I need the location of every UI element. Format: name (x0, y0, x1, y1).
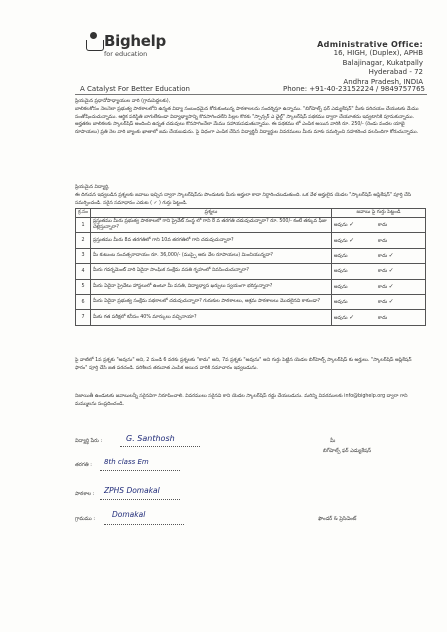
question-number: 4 (76, 264, 91, 279)
village-line (104, 524, 184, 525)
table-row (76, 233, 426, 248)
table-row (76, 279, 426, 294)
address-line: Hyderabad - 72 (368, 68, 423, 77)
signoff-organization: బిగ్‌హెల్ప్ ఫర్ ఎడ్యుకేషన్ (323, 448, 372, 454)
student-name-label: విద్యార్థి పేరు : (75, 438, 103, 444)
answer-yes-option[interactable]: అవును ✓ (333, 236, 355, 244)
class-field[interactable]: 8th class Em (104, 458, 149, 466)
header-divider (75, 94, 427, 95)
office-title: Administrative Office: (317, 40, 423, 49)
table-row (76, 294, 426, 309)
question-text: మీరు ఏదైనా ప్రభుత్వ సంక్షేమ పథకాలలో చదువుచున్నారా? గురుకుల పాఠశాలలు, ఆశ్రమ పాఠశాలలు మొదలైనవి కాకుండా? (90, 294, 331, 309)
answer-cell (331, 264, 425, 279)
col-header-answer: జవాబు పై గుర్తు పెట్టండి (331, 209, 425, 218)
answer-cell (331, 294, 425, 309)
checkmark-icon: ✓ (388, 267, 394, 275)
question-number: 6 (76, 294, 91, 309)
answer-yes-option[interactable]: అవును ✓ (333, 221, 355, 229)
student-name-field[interactable]: G. Santhosh (126, 434, 175, 443)
answer-cell (331, 233, 425, 248)
signoff-role: ఫౌండర్ & ప్రెసిడెంట్ (318, 516, 357, 522)
answer-no-option[interactable]: కాదు ✓ (377, 298, 394, 306)
school-field[interactable]: ZPHS Domakal (104, 486, 160, 495)
disclaimer-note: నిజాయితీ ఉండుటకు జవాబులన్నీ సరైనవిగా నిరూపించాలి. వివరములు సరైనవి కాని యెడల స్కాలర్‌షిప్ రద్దు చేయబడును. మరిన్ని వివరములకు info@bighelp.org ద్వారా గాని మమ్ములను సంప్రదించండి. (75, 394, 408, 407)
address-line: 16, HIGH, (Duplex), APHB (333, 49, 423, 58)
instructions-paragraph: ఈ దిగువన ఇవ్వబడిన ప్రశ్నలకు జవాబు ఇచ్చిన ద్వారా స్కాలర్‌షిప్‌ను పొందుటకు మీరు అర్హులా కాదా నిర్ధారించబడుతుంది. ఒక వేళ అర్హులైన యెడల "స్కాలర్‌షిప్ అప్లికేషన్" పూర్తి చేసి సమర్పించండి. సరైన సమాధానం ఎదుట ( ✓ ) గుర్తు పెట్టండి. (75, 193, 412, 206)
class-line (100, 470, 180, 471)
address-line: Balajinagar, Kukatpally (342, 58, 423, 67)
answer-no-option[interactable]: కాదు ✓ (377, 282, 394, 290)
question-text: ప్రస్తుతము మీరు ప్రభుత్వ పాఠశాలలో గాని ప్రైవేట్ సంస్థ లో గాని 8 వ తరగతి చదువుచున్నారా? రూ. 500/- కంటే తక్కువ ఫీజు చెల్లిస్తున్నారా? (90, 218, 331, 233)
table-row (76, 264, 426, 279)
answer-yes-option[interactable]: అవును (333, 269, 348, 275)
checkmark-icon: ✓ (388, 282, 394, 290)
table-row (76, 310, 426, 325)
question-text: మీరు ఏదైనా ప్రైవేటు హాస్టలులో ఉంటూ మీ వసతి, విద్యాభ్యాస ఖర్చులు స్వయంగా భరిస్తున్నారా? (90, 279, 331, 294)
question-number: 7 (76, 310, 91, 325)
answer-no-option[interactable]: కాదు (377, 238, 388, 244)
brand-name: Bighelp (104, 32, 166, 50)
student-salutation: ప్రియమైన విద్యార్థి, (75, 185, 110, 190)
question-text: ప్రస్తుతము మీరు 8వ తరగతిలో గాని 10వ తరగతిలో గాని చదువుచున్నారా? (90, 233, 331, 248)
question-number: 3 (76, 248, 91, 263)
checkmark-icon: ✓ (388, 251, 394, 259)
phone-number: Phone: +91-40-23152224 / 9849757765 (283, 85, 425, 93)
eligibility-note: పై వాటిలో 1వ ప్రశ్నకు "అవును" అని, 2 నుండి 6 వరకు ప్రశ్నలకు "కాదు" అని, 7వ ప్రశ్నకు "అవును" అని గుర్తు పెట్టిన యెడల బిగ్‌హెల్ప్ స్కాలర్‌షిప్ కు అర్హులు. "స్కాలర్‌షిప్ అప్లికేషన్ ఫారం" పూర్తి చేసి జత పరచండి. పరిశీలన తరువాత ఎంపిక అయిన వారికి సమాచారం ఇవ్వబడును. (75, 358, 412, 371)
answer-yes-option[interactable]: అవును ✓ (333, 313, 355, 321)
checkmark-icon: ✓ (349, 236, 355, 244)
question-text: మీరు గవర్నమెంట్ వారి ఏదైనా సాంఘిక సంక్షేమ వసతి గృహంలో నివసించుచున్నారా? (90, 264, 331, 279)
checkmark-icon: ✓ (349, 221, 355, 229)
answer-cell (331, 279, 425, 294)
greeting: ప్రియమైన ప్రధానోపాధ్యాయుల వారి (గ్రామపెద్దలకు), (75, 99, 171, 104)
checkmark-icon: ✓ (388, 298, 394, 306)
bighelp-logo-icon (86, 32, 102, 52)
address-line: Andhra Pradesh, INDIA (343, 77, 423, 86)
answer-no-option[interactable]: కాదు ✓ (377, 251, 394, 259)
intro-paragraph: బాలికలకోసం నెలనెలా ప్రభుత్వ పాఠశాలలోని ఉన్నత విద్యా సంబంధమైన కోరుకుంటున్న పాఠశాలలను సందర్శిస్తూ ఉన్నాము. "బిగ్‌హెల్ప్ ఫర్ ఎడ్యుకేషన్" మీకు పరిచయం చేయుటకు మేము సంతోషించుచున్నాము. ఆర్థిక పరిస్థితి బాగులేకుండా విద్యాభ్యాసాన్ని కొనసాగించలేని పిల్లల కొరకు "స్పాన్సర్ ఎ ఛైల్డ్" స్కాలర్‌షిప్ పథకము ద్వారా చేయూతను ఇవ్వటానికి పూనుకున్నాము. అర్హతకల బాలికలకు స్కాలర్‌షిప్ అందించి ఉన్నత చదువులు కొనసాగించేలా మేము సహాయపడుతున్నాము. ఈ పథకము లో ఎంపిక అయిన వారికి రూ. 250/- (రెండు వందల యాభై రూపాయలు) ప్రతి నెల వారి బ్యాంకు ఖాతాలో జమ చేయబడును. పై విధంగా ఎంపిక చేసిన విద్యార్థినీ విద్యార్థుల వివరములు మీరు మాకు సమర్పించి సహకరించ వలసిందిగా కోరుచున్నాము. (75, 107, 419, 135)
answer-no-option[interactable]: కాదు (377, 223, 388, 229)
question-number: 5 (76, 279, 91, 294)
village-field[interactable]: Domakal (112, 510, 146, 519)
eligibility-table (75, 208, 426, 326)
village-label: గ్రామము : (75, 516, 96, 522)
question-text: మీ కుటుంబ సంవత్సరాదాయం రూ. 36,000/- (ముప్పై ఆరు వేల రూపాయలు) మించియున్నదా? (90, 248, 331, 263)
answer-no-option[interactable]: కాదు ✓ (377, 267, 394, 275)
student-name-line (120, 446, 200, 447)
question-number: 2 (76, 233, 91, 248)
table-header-row (76, 209, 426, 218)
answer-yes-option[interactable]: అవును (333, 300, 348, 306)
answer-cell (331, 310, 425, 325)
answer-yes-option[interactable]: అవును (333, 284, 348, 290)
school-label: పాఠశాల : (75, 491, 95, 497)
class-label: తరగతి : (75, 462, 92, 468)
table-row (76, 248, 426, 263)
question-text: మీకు గత పరీక్షలో కనీసం 40% మార్కులు వచ్చినాయా? (90, 310, 331, 325)
tagline: A Catalyst For Better Education (80, 85, 190, 93)
school-line (100, 499, 180, 500)
answer-no-option[interactable]: కాదు (377, 315, 388, 321)
col-header-no: క్ర.సం (76, 209, 91, 218)
col-header-question: ప్రశ్నలు (90, 209, 331, 218)
question-number: 1 (76, 218, 91, 233)
answer-cell (331, 218, 425, 233)
signoff-title: మీ (330, 438, 336, 444)
table-row (76, 218, 426, 233)
brand-subtitle: for education (104, 50, 148, 58)
answer-yes-option[interactable]: అవును (333, 253, 348, 259)
office-address (317, 40, 423, 87)
checkmark-icon: ✓ (349, 313, 355, 321)
answer-cell (331, 248, 425, 263)
